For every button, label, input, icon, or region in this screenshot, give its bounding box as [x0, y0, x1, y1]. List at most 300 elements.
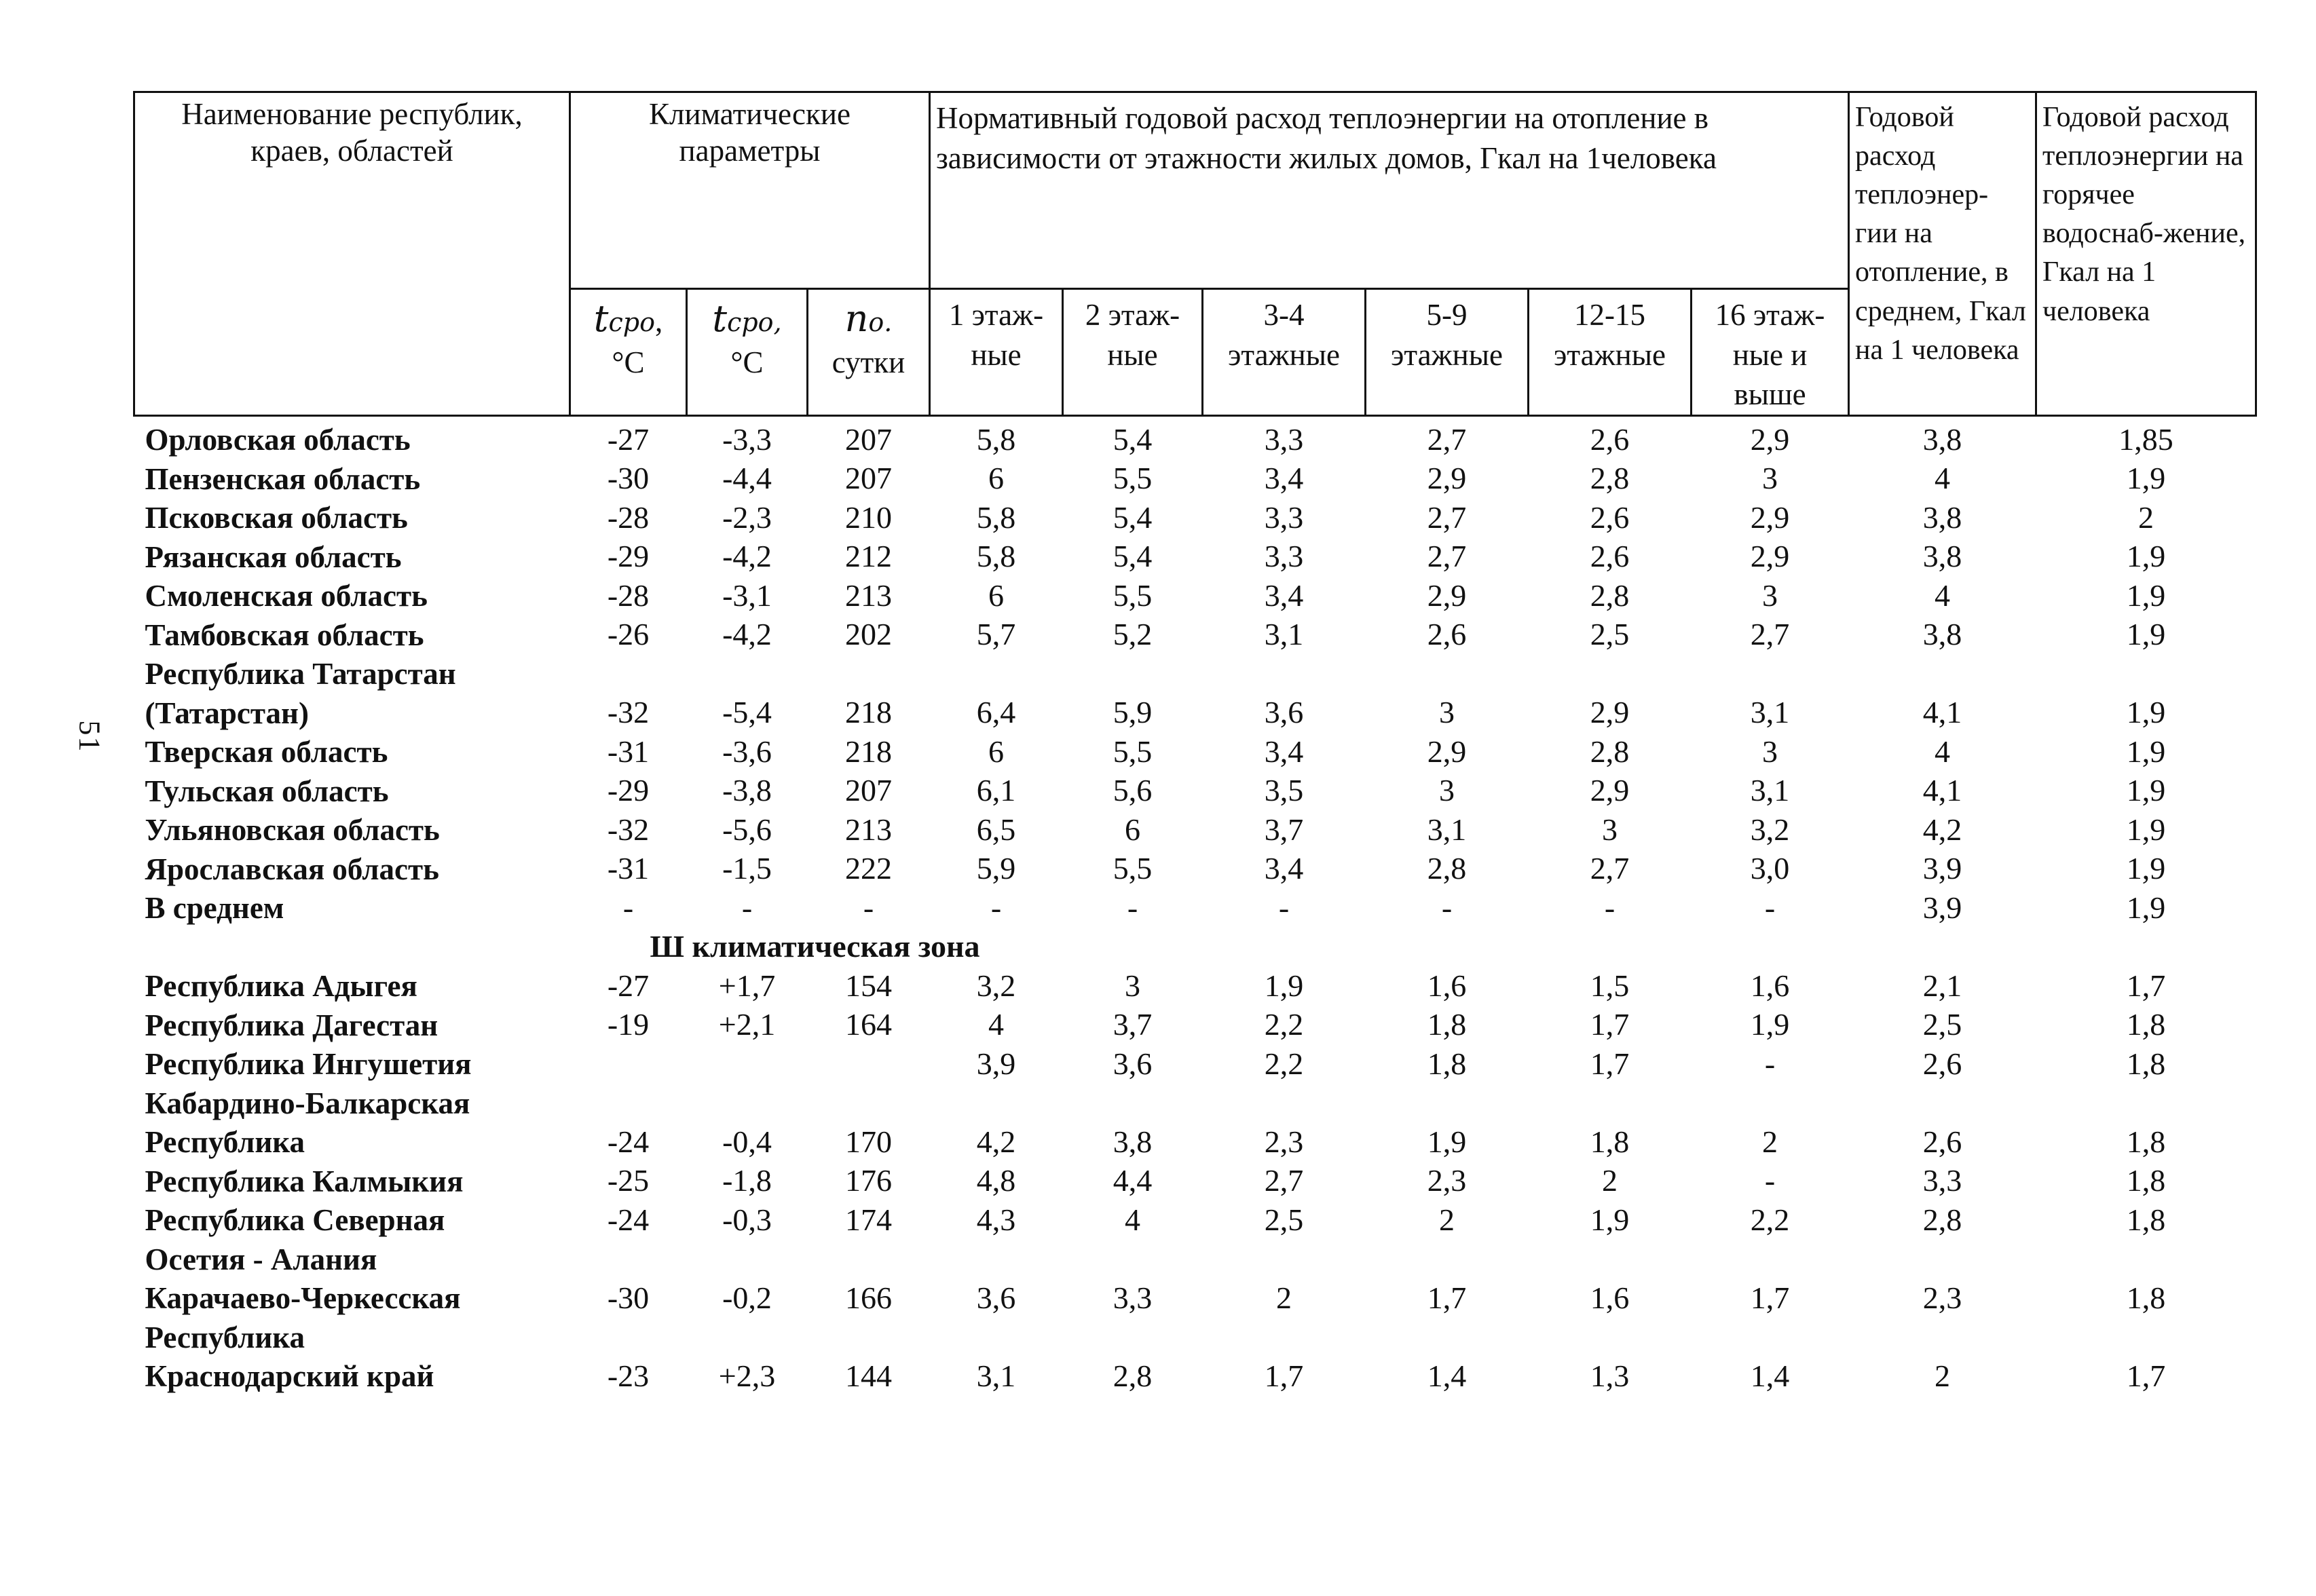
table-cell: +1,7 — [718, 968, 776, 1003]
table-cell: 3,1 — [1750, 773, 1790, 808]
table-row — [134, 810, 2256, 849]
table-cell: 3,0 — [1750, 851, 1790, 886]
table-cell: 4 — [1935, 461, 1951, 496]
table-cell — [687, 1316, 808, 1356]
region-name: Республика — [145, 1125, 305, 1159]
table-cell: 1,8 — [1427, 1046, 1467, 1081]
table-cell: 3,8 — [1922, 421, 1962, 457]
table-cell: -0,4 — [722, 1124, 772, 1159]
region-name: Республика Дагестан — [145, 1008, 438, 1042]
table-cell: 1,6 — [1427, 968, 1467, 1003]
table-cell: 2,9 — [1750, 539, 1790, 574]
table-cell — [1692, 653, 1849, 693]
t-subscript: сро, — [727, 307, 782, 337]
table-cell: -29 — [607, 773, 650, 808]
table-cell: - — [1278, 890, 1290, 925]
table-cell: 1,9 — [1590, 1202, 1630, 1237]
table-cell — [2036, 1316, 2256, 1356]
table-cell: 1,7 — [1264, 1358, 1304, 1393]
table-cell: 3,4 — [1264, 461, 1304, 496]
table-cell — [1063, 653, 1203, 693]
table-cell: 3,4 — [1264, 734, 1304, 769]
region-name: Тверская область — [145, 735, 388, 769]
table-cell: 210 — [845, 499, 892, 535]
table-body — [134, 415, 2256, 1394]
table-cell: 1,8 — [2126, 1124, 2166, 1159]
table-cell: 166 — [845, 1280, 892, 1315]
table-cell — [808, 653, 930, 693]
table-cell — [1692, 1316, 1849, 1356]
n-subscript: о. — [868, 307, 893, 337]
table-cell: 1,9 — [2126, 851, 2166, 886]
table-cell — [1849, 1238, 2036, 1278]
table-cell: 4 — [1935, 734, 1951, 769]
table-cell: - — [741, 890, 753, 925]
region-name: Псковская область — [145, 501, 408, 535]
table-cell: 5,6 — [1113, 773, 1153, 808]
table-row — [134, 692, 2256, 732]
table-cell: - — [1764, 1046, 1776, 1081]
table-cell: 207 — [845, 421, 892, 457]
table-cell: -24 — [607, 1202, 650, 1237]
table-cell: 1,8 — [2126, 1202, 2166, 1237]
table-cell: 222 — [845, 851, 892, 886]
table-cell: 1,5 — [1590, 968, 1630, 1003]
header-annual-hotwater: Годовой расход теплоэнергии на горячее водоснаб-жение, Гкал на 1 человека — [2036, 92, 2256, 416]
table-cell — [687, 653, 808, 693]
table-cell — [930, 1238, 1063, 1278]
table-row — [134, 1278, 2256, 1317]
header-floors-3-4: 3-4 этажные — [1203, 289, 1366, 416]
table-cell: 6 — [988, 461, 1004, 496]
table-cell: 4,8 — [976, 1163, 1016, 1198]
table-cell: -3,8 — [722, 773, 772, 808]
table-cell: 2,9 — [1427, 461, 1467, 496]
table-cell: 3 — [1762, 461, 1778, 496]
table-cell: -30 — [607, 461, 650, 496]
table-cell: 1,6 — [1750, 968, 1790, 1003]
table-cell: 4 — [988, 1007, 1004, 1042]
table-cell — [1366, 1238, 1529, 1278]
table-cell — [1203, 1316, 1366, 1356]
table-cell: 3,3 — [1922, 1163, 1962, 1198]
table-cell: 5,5 — [1113, 461, 1153, 496]
table-cell: 1,7 — [1590, 1046, 1630, 1081]
table-cell: 1,7 — [1590, 1007, 1630, 1042]
table-cell: -23 — [607, 1358, 650, 1393]
table-cell: 4,1 — [1922, 773, 1962, 808]
table-cell: 3,6 — [1113, 1046, 1153, 1081]
table-cell: 2,7 — [1427, 499, 1467, 535]
table-cell: 1,9 — [1264, 968, 1304, 1003]
header-n-days — [808, 289, 930, 416]
region-name: Республика Татарстан — [145, 657, 456, 691]
table-cell: -31 — [607, 734, 650, 769]
table-cell: 5,5 — [1113, 851, 1153, 886]
table-cell: 1,7 — [2126, 1358, 2166, 1393]
table-cell: -27 — [607, 968, 650, 1003]
table-cell: 3,1 — [1427, 812, 1467, 847]
header-floors-1: 1 этаж-ные — [930, 289, 1063, 416]
table-cell: 3 — [1439, 695, 1455, 730]
header-annual-heating: Годовой расход теплоэнер-гии на отопление, в среднем, Гкал на 1 человека — [1849, 92, 2036, 416]
table-row — [134, 415, 2256, 458]
table-cell: 1,9 — [2126, 617, 2166, 652]
table-cell: 2,7 — [1264, 1163, 1304, 1198]
table-cell: -1,5 — [722, 851, 772, 886]
table-row — [134, 1238, 2256, 1278]
table-cell: 1,4 — [1427, 1358, 1467, 1393]
t-subscript: сро — [608, 307, 655, 337]
table-cell: 2,9 — [1427, 734, 1467, 769]
table-cell: -27 — [607, 421, 650, 457]
table-cell: -4,2 — [722, 617, 772, 652]
table-cell — [1529, 653, 1692, 693]
table-cell: 2,6 — [1922, 1124, 1962, 1159]
table-cell — [808, 1316, 930, 1356]
region-name: В среднем — [145, 891, 284, 925]
table-cell — [1063, 1316, 1203, 1356]
header-climate-params: Климатические параметры — [570, 92, 930, 289]
table-cell: 3,3 — [1113, 1280, 1153, 1315]
table-cell: 2,7 — [1427, 539, 1467, 574]
table-row — [134, 614, 2256, 653]
table-cell: 5,4 — [1113, 499, 1153, 535]
table-cell: 2,2 — [1750, 1202, 1790, 1237]
table-cell — [808, 1238, 930, 1278]
table-cell: 3,1 — [976, 1358, 1016, 1393]
table-row — [134, 1316, 2256, 1356]
table-row — [134, 1356, 2256, 1395]
header-region-name: Наименование республик, краев, областей — [134, 92, 570, 416]
table-cell: 2,8 — [1113, 1358, 1153, 1393]
table-cell: 5,4 — [1113, 421, 1153, 457]
table-cell: 6,1 — [976, 773, 1016, 808]
table-cell: 2,6 — [1922, 1046, 1962, 1081]
region-name: Орловская область — [145, 423, 411, 457]
table-cell: -3,3 — [722, 421, 772, 457]
n-symbol: n — [844, 297, 869, 340]
table-row — [134, 497, 2256, 537]
table-cell: 2,6 — [1590, 539, 1630, 574]
table-cell: +2,1 — [718, 1007, 776, 1042]
table-row — [134, 1004, 2256, 1044]
table-cell: 2 — [1439, 1202, 1455, 1237]
table-cell: 1,9 — [2126, 734, 2166, 769]
table-cell — [570, 1316, 687, 1356]
region-name: Осетия - Алания — [145, 1242, 377, 1276]
table-row — [134, 1200, 2256, 1239]
table-cell: -0,3 — [722, 1202, 772, 1237]
table-cell: 1,8 — [2126, 1007, 2166, 1042]
table-cell: - — [863, 890, 874, 925]
table-cell: - — [1764, 1163, 1776, 1198]
table-cell: 3,2 — [1750, 812, 1790, 847]
table-cell: 4,1 — [1922, 695, 1962, 730]
table-cell: 207 — [845, 773, 892, 808]
region-name: Республика Северная — [145, 1203, 445, 1237]
table-cell — [930, 1082, 1063, 1122]
table-cell: 2,8 — [1922, 1202, 1962, 1237]
table-cell: 3,7 — [1264, 812, 1304, 847]
table-cell — [570, 1082, 687, 1122]
table-cell: 1,8 — [1590, 1124, 1630, 1159]
table-cell — [1529, 1082, 1692, 1122]
table-cell — [1849, 1082, 2036, 1122]
table-cell: 2,5 — [1264, 1202, 1304, 1237]
table-row — [134, 1122, 2256, 1161]
table-cell: 5,7 — [976, 617, 1016, 652]
region-name: Тамбовская область — [145, 618, 424, 652]
table-cell: 3,2 — [976, 968, 1016, 1003]
table-cell — [570, 1044, 687, 1083]
unit-days: сутки — [832, 345, 905, 380]
region-name: Смоленская область — [145, 579, 428, 613]
table-cell: 3,6 — [1264, 695, 1304, 730]
table-cell — [687, 1044, 808, 1083]
table-cell: 2,8 — [1427, 851, 1467, 886]
table-cell: 3,7 — [1113, 1007, 1153, 1042]
region-name: Республика Ингушетия — [145, 1047, 472, 1081]
table-cell: 3,1 — [1750, 695, 1790, 730]
table-cell: 2,7 — [1750, 617, 1790, 652]
table-cell — [1366, 1082, 1529, 1122]
table-cell: 218 — [845, 734, 892, 769]
table-cell — [570, 653, 687, 693]
table-cell — [1529, 1316, 1692, 1356]
table-cell: 3,3 — [1264, 499, 1304, 535]
table-cell: 2,3 — [1427, 1163, 1467, 1198]
table-cell — [1849, 653, 2036, 693]
table-cell: 2,9 — [1750, 499, 1790, 535]
table-cell — [687, 1082, 808, 1122]
region-name: (Татарстан) — [145, 696, 309, 730]
table-cell: 4 — [1125, 1202, 1140, 1237]
table-cell: 3,3 — [1264, 421, 1304, 457]
table-cell: 1,9 — [1750, 1007, 1790, 1042]
table-cell — [930, 1316, 1063, 1356]
table-cell: - — [1127, 890, 1138, 925]
table-cell: - — [1604, 890, 1615, 925]
table-cell: 213 — [845, 577, 892, 613]
table-cell: -30 — [607, 1280, 650, 1315]
table-cell: 2,3 — [1264, 1124, 1304, 1159]
table-cell: 6 — [988, 734, 1004, 769]
table-cell: 5,9 — [1113, 695, 1153, 730]
table-cell: 4,4 — [1113, 1163, 1153, 1198]
table-cell: 170 — [845, 1124, 892, 1159]
table-cell: 2,7 — [1590, 851, 1630, 886]
table-cell: 2,2 — [1264, 1007, 1304, 1042]
table-cell: 2 — [2138, 499, 2154, 535]
table-cell: 3,9 — [1922, 851, 1962, 886]
table-cell — [687, 1238, 808, 1278]
table-cell: -3,6 — [722, 734, 772, 769]
table-cell — [1203, 653, 1366, 693]
table-cell — [1692, 1082, 1849, 1122]
table-cell — [1366, 653, 1529, 693]
header-floors-2: 2 этаж-ные — [1063, 289, 1203, 416]
table-cell: 4,2 — [976, 1124, 1016, 1159]
table-cell: 1,9 — [2126, 577, 2166, 613]
region-name: Карачаево-Черкесская — [145, 1281, 461, 1315]
table-cell: 176 — [845, 1163, 892, 1198]
table-cell: 154 — [845, 968, 892, 1003]
table-cell: 3,4 — [1264, 851, 1304, 886]
table-cell — [2036, 1238, 2256, 1278]
table-cell: 4 — [1935, 577, 1951, 613]
table-cell: 2,6 — [1427, 617, 1467, 652]
table-cell: 207 — [845, 461, 892, 496]
table-cell: -4,4 — [722, 461, 772, 496]
table-row — [134, 575, 2256, 615]
table-cell: -2,3 — [722, 499, 772, 535]
table-row — [134, 1044, 2256, 1083]
table-cell: 2,9 — [1590, 773, 1630, 808]
table-cell: 144 — [845, 1358, 892, 1393]
table-cell: 5,8 — [976, 539, 1016, 574]
table-cell: -26 — [607, 617, 650, 652]
table-cell: - — [990, 890, 1002, 925]
table-cell: 6,5 — [976, 812, 1016, 847]
table-cell — [1063, 1082, 1203, 1122]
header-t-avg-period — [687, 289, 808, 416]
table-cell: 3,5 — [1264, 773, 1304, 808]
table-cell: -5,6 — [722, 812, 772, 847]
table-cell: -1,8 — [722, 1163, 772, 1198]
table-cell — [2036, 653, 2256, 693]
page-number: 51 — [73, 720, 107, 753]
table-cell: -19 — [607, 1007, 650, 1042]
table-cell: 3,8 — [1922, 539, 1962, 574]
table-row — [134, 1160, 2256, 1200]
table-cell: 2,9 — [1590, 695, 1630, 730]
table-cell: 6,4 — [976, 695, 1016, 730]
table-cell — [570, 1238, 687, 1278]
zone-header-row — [134, 926, 2256, 966]
table-cell: 4,3 — [976, 1202, 1016, 1237]
table-cell: 1,4 — [1750, 1358, 1790, 1393]
table-cell: - — [622, 890, 634, 925]
region-name: Кабардино-Балкарская — [145, 1086, 470, 1120]
table-cell: -32 — [607, 812, 650, 847]
table-cell: 3 — [1602, 812, 1618, 847]
table-cell: 1,9 — [2126, 812, 2166, 847]
table-cell: -32 — [607, 695, 650, 730]
table-cell: 5,8 — [976, 499, 1016, 535]
table-cell: 3 — [1762, 734, 1778, 769]
region-name: Краснодарский край — [145, 1359, 434, 1393]
table-cell — [808, 1044, 930, 1083]
table-cell: 1,7 — [1427, 1280, 1467, 1315]
region-name: Ульяновская область — [145, 813, 440, 847]
table-cell: 1,9 — [2126, 890, 2166, 925]
table-cell: 6 — [1125, 812, 1140, 847]
table-cell: -31 — [607, 851, 650, 886]
table-cell: 1,9 — [2126, 695, 2166, 730]
table-row — [134, 848, 2256, 888]
table-cell: -4,2 — [722, 539, 772, 574]
table-cell: 5,9 — [976, 851, 1016, 886]
table-row — [134, 732, 2256, 771]
region-name: Республика Калмыкия — [145, 1164, 464, 1198]
table-cell: - — [1441, 890, 1453, 925]
table-cell — [2036, 1082, 2256, 1122]
table-row — [134, 966, 2256, 1005]
table-cell: 2,9 — [1750, 421, 1790, 457]
table-cell: 2,8 — [1590, 461, 1630, 496]
table-cell: 2,6 — [1590, 499, 1630, 535]
table-cell: 2,1 — [1922, 968, 1962, 1003]
table-cell: -28 — [607, 577, 650, 613]
table-cell: 1,7 — [1750, 1280, 1790, 1315]
table-cell: 3,8 — [1113, 1124, 1153, 1159]
table-cell: 3,1 — [1264, 617, 1304, 652]
region-name: Ярославская область — [145, 852, 439, 886]
table-cell: 1,3 — [1590, 1358, 1630, 1393]
heat-norms-table — [133, 91, 2257, 1394]
table-cell: 2,5 — [1922, 1007, 1962, 1042]
table-cell: 3,3 — [1264, 539, 1304, 574]
table-cell: 2,8 — [1590, 577, 1630, 613]
table-cell: -29 — [607, 539, 650, 574]
table-cell: 1,7 — [2126, 968, 2166, 1003]
table-cell: 213 — [845, 812, 892, 847]
table-cell: 1,8 — [2126, 1280, 2166, 1315]
header-floors-12-15: 12-15 этажные — [1529, 289, 1692, 416]
table-cell: 1,9 — [2126, 773, 2166, 808]
table-cell: 3,9 — [1922, 890, 1962, 925]
table-cell: 218 — [845, 695, 892, 730]
table-cell: 3,8 — [1922, 499, 1962, 535]
table-cell: 5,5 — [1113, 577, 1153, 613]
table-cell: -24 — [607, 1124, 650, 1159]
table-cell: 2,2 — [1264, 1046, 1304, 1081]
table-cell: 6 — [988, 577, 1004, 613]
t-symbol: t — [712, 297, 728, 340]
header-norm-consumption: Нормативный годовой расход теплоэнергии на отопление в зависимости от этажности жилых домов, Гкал на 1человека — [930, 92, 1849, 289]
table-cell — [1692, 1238, 1849, 1278]
table-cell: 2 — [1602, 1163, 1618, 1198]
table-cell: 2,6 — [1590, 421, 1630, 457]
table-cell — [1366, 1316, 1529, 1356]
table-cell — [808, 1082, 930, 1122]
table-cell — [1203, 1082, 1366, 1122]
table-cell: 1,85 — [2118, 421, 2173, 457]
t-symbol: t — [593, 297, 609, 340]
table-cell — [1849, 1316, 2036, 1356]
table-cell: 202 — [845, 617, 892, 652]
table-cell: 164 — [845, 1007, 892, 1042]
table-cell: 3,4 — [1264, 577, 1304, 613]
table-cell: 3 — [1762, 577, 1778, 613]
table-cell: 2,9 — [1427, 577, 1467, 613]
unit-celsius: °С — [730, 345, 764, 380]
table-row — [134, 1082, 2256, 1122]
table-header — [134, 92, 2256, 416]
table-cell: 2,3 — [1922, 1280, 1962, 1315]
region-name: Республика Адыгея — [145, 969, 417, 1003]
table-cell: - — [1764, 890, 1776, 925]
region-name: Тульская область — [145, 774, 389, 808]
table-cell: -0,2 — [722, 1280, 772, 1315]
region-name: Рязанская область — [145, 539, 402, 574]
table-cell: -3,1 — [722, 577, 772, 613]
table-cell: 5,8 — [976, 421, 1016, 457]
table-cell: 2,5 — [1590, 617, 1630, 652]
table-row — [134, 653, 2256, 693]
table-row — [134, 888, 2256, 927]
